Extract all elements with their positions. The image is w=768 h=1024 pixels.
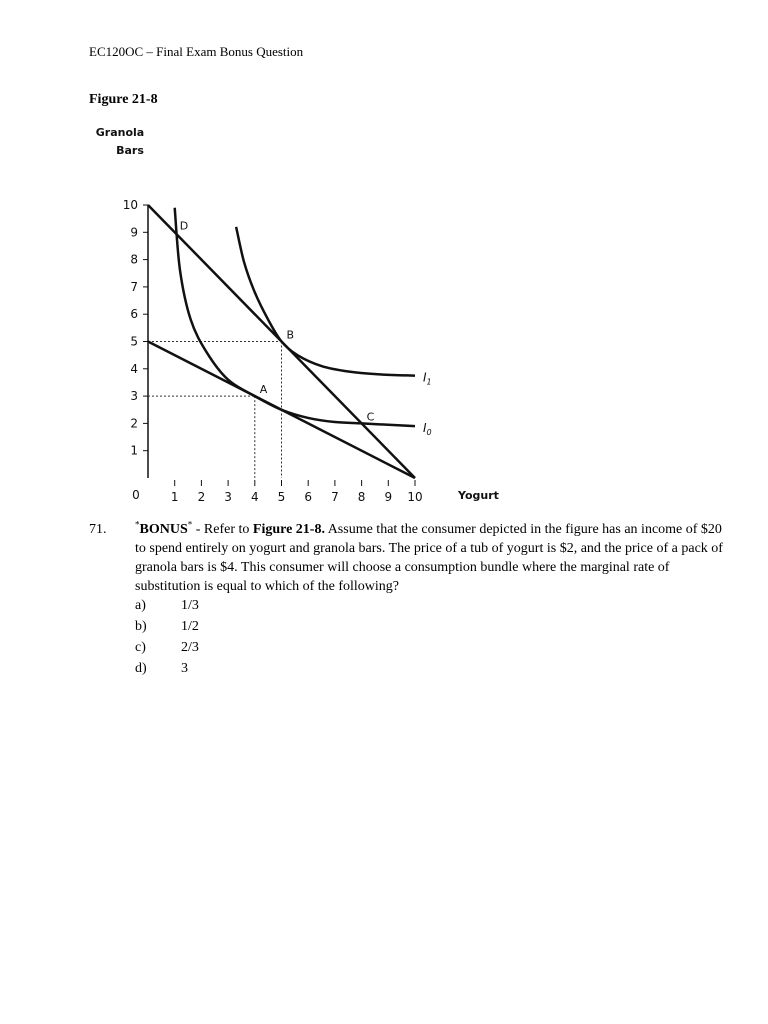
answer-list xyxy=(135,596,735,680)
x-tick-label: 7 xyxy=(331,490,339,504)
x-tick-label: 10 xyxy=(407,490,423,504)
y-tick-label: 8 xyxy=(130,252,138,267)
x-tick-label: 1 xyxy=(170,490,179,504)
curve-label-i0 xyxy=(423,421,432,437)
question-text xyxy=(135,520,735,596)
answer-value: 3 xyxy=(181,661,188,676)
figure-reference: Figure 21-8. xyxy=(252,522,325,537)
point-label-d: D xyxy=(179,219,189,233)
indifference-curve-i0 xyxy=(175,208,415,426)
answer-label: d) xyxy=(135,661,147,676)
curve-label-i1 xyxy=(423,371,432,387)
indifference-curve-chart xyxy=(80,118,520,508)
y-axis-label-line1: Granola xyxy=(95,126,145,139)
y-tick-label: 3 xyxy=(130,389,138,404)
figure-title: Figure 21-8 xyxy=(89,92,158,107)
curve-label-subscript: 1 xyxy=(426,377,432,387)
y-axis-label-line2: Bars xyxy=(116,144,144,157)
y-tick-label: 10 xyxy=(122,198,138,212)
point-label-c: C xyxy=(366,410,375,424)
answer-option xyxy=(135,638,735,659)
y-tick-label: 4 xyxy=(130,361,138,376)
y-tick-label: 9 xyxy=(130,225,138,240)
bonus-star: * xyxy=(187,519,193,530)
question-body xyxy=(135,520,735,680)
point-label-b: B xyxy=(286,328,295,342)
y-tick-label: 6 xyxy=(130,307,138,322)
curve-label-main: I xyxy=(423,421,427,436)
y-tick-label: 7 xyxy=(130,279,138,294)
x-tick-label: 9 xyxy=(384,490,393,504)
x-tick-label: 5 xyxy=(277,490,286,504)
x-tick-label: 4 xyxy=(250,490,259,504)
x-tick-label: 6 xyxy=(304,490,313,504)
origin-label: 0 xyxy=(132,488,140,502)
curve-label-subscript: 0 xyxy=(426,428,432,438)
answer-option xyxy=(135,617,735,638)
curve-label-main: I xyxy=(423,370,427,385)
x-axis-label: Yogurt xyxy=(458,489,499,502)
answer-option xyxy=(135,596,735,617)
y-tick-label: 2 xyxy=(130,416,138,431)
x-tick-label: 8 xyxy=(357,490,366,504)
answer-value: 1/3 xyxy=(181,598,199,613)
bonus-label: BONUS xyxy=(139,522,188,537)
answer-value: 2/3 xyxy=(181,640,199,655)
answer-option xyxy=(135,659,735,680)
y-tick-label: 1 xyxy=(130,443,138,458)
answer-label: b) xyxy=(135,619,147,634)
x-tick-label: 3 xyxy=(224,490,232,504)
point-label-a: A xyxy=(259,383,268,397)
bonus-star: * xyxy=(135,519,140,530)
y-tick-label: 5 xyxy=(130,334,138,349)
question-prompt: Assume that the consumer depicted in the figure has an income of $20 to spend entirely on yogurt and granola bars. The price of a tub of yogurt is $2, and the price of a pack of granola bars is $4. This consumer will choose a consumption bundle where the marginal rate of substitution is equal to which of the following? xyxy=(135,522,723,594)
question-number: 71. xyxy=(89,522,107,537)
answer-label: a) xyxy=(135,598,146,613)
answer-value: 1/2 xyxy=(181,619,199,634)
indifference-curve-i1 xyxy=(236,227,415,376)
x-tick-label: 2 xyxy=(197,490,206,504)
answer-label: c) xyxy=(135,640,146,655)
page-header: EC120OC – Final Exam Bonus Question xyxy=(89,44,304,59)
refer-prefix: - Refer to xyxy=(192,522,253,537)
